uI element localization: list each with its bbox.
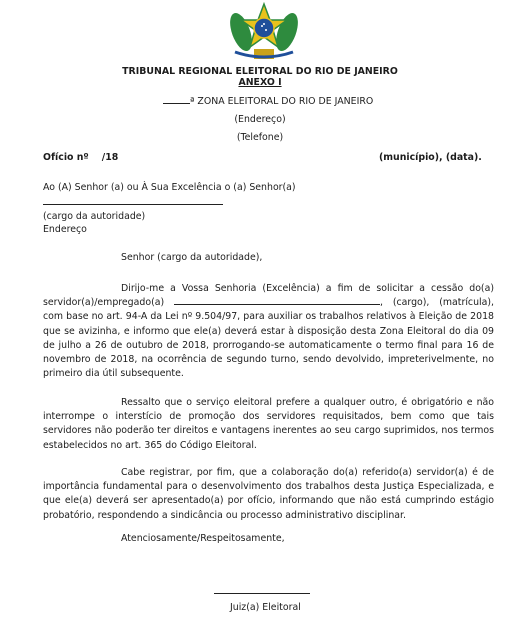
address-placeholder: (Endereço) bbox=[234, 114, 286, 125]
paragraph-registration: Cabe registrar, por fim, que a colaboração do(a) referido(a) servidor(a) é de importância fundamental para o desenvolvimento dos trabalhos desta Justiça Especializada, e que ele(a) deverá ser apresentado(a) por ofício, informando que não está cumprindo estágio probatório, respondendo a sindicância ou processo administrativo disciplinar. bbox=[43, 467, 494, 521]
authority-address: Endereço bbox=[43, 224, 87, 235]
signature-title: Juiz(a) Eleitoral bbox=[230, 602, 301, 613]
paragraph-request: Dirijo-me a Vossa Senhoria (Excelência) a fim de solicitar a cessão do(a) servidor(a)/empregado(a) , (cargo), (matrícula), com base no art. 94-A da Lei nº 9.504/97, para auxiliar os trabalhos relativos à Eleição de 2018 que se avizinha, e informo que ele(a) deverá estar à disposição desta Zona Eleitoral do dia 09 de julho a 26 de outubro de 2018, prorrogando-se automaticamente o termo final para 16 de novembro de 2018, na ocorrência de segundo turno, sendo devolvido, impreterivelmente, no primeiro dia útil subsequente. bbox=[43, 283, 495, 380]
paragraph-priority: Ressalto que o serviço eleitoral prefere a qualquer outro, é obrigatório e não interrompe o interstício de promoção dos servidores requisitados, bem como que tais servidores não poderão ter direitos e vantagens inerentes ao seu cargo suprimidos, nos termos estabelecidos no art. 365 do Código Eleitoral. bbox=[43, 397, 494, 451]
zone-number-blank bbox=[163, 103, 190, 104]
addressee-line: Ao (A) Senhor (a) ou À Sua Excelência o (a) Senhor(a) bbox=[43, 182, 296, 193]
phone-placeholder: (Telefone) bbox=[236, 132, 284, 143]
court-name: TRIBUNAL REGIONAL ELEITORAL DO RIO DE JANEIRO bbox=[122, 66, 398, 77]
employee-name-blank bbox=[174, 304, 380, 305]
office-number: Ofício nº /18 bbox=[43, 152, 119, 163]
salutation: Senhor (cargo da autoridade), bbox=[121, 252, 263, 263]
authority-role: (cargo da autoridade) bbox=[43, 211, 146, 222]
zone-text: ª ZONA ELEITORAL DO RIO DE JANEIRO bbox=[190, 96, 374, 107]
addressee-name-blank bbox=[43, 204, 223, 205]
coat-of-arms-emblem bbox=[227, 2, 301, 62]
signature-line bbox=[214, 593, 310, 594]
place-and-date: (município), (data). bbox=[379, 152, 482, 163]
closing: Atenciosamente/Respeitosamente, bbox=[121, 533, 285, 544]
zone-line bbox=[163, 96, 373, 107]
annex-title: ANEXO I bbox=[238, 77, 282, 88]
